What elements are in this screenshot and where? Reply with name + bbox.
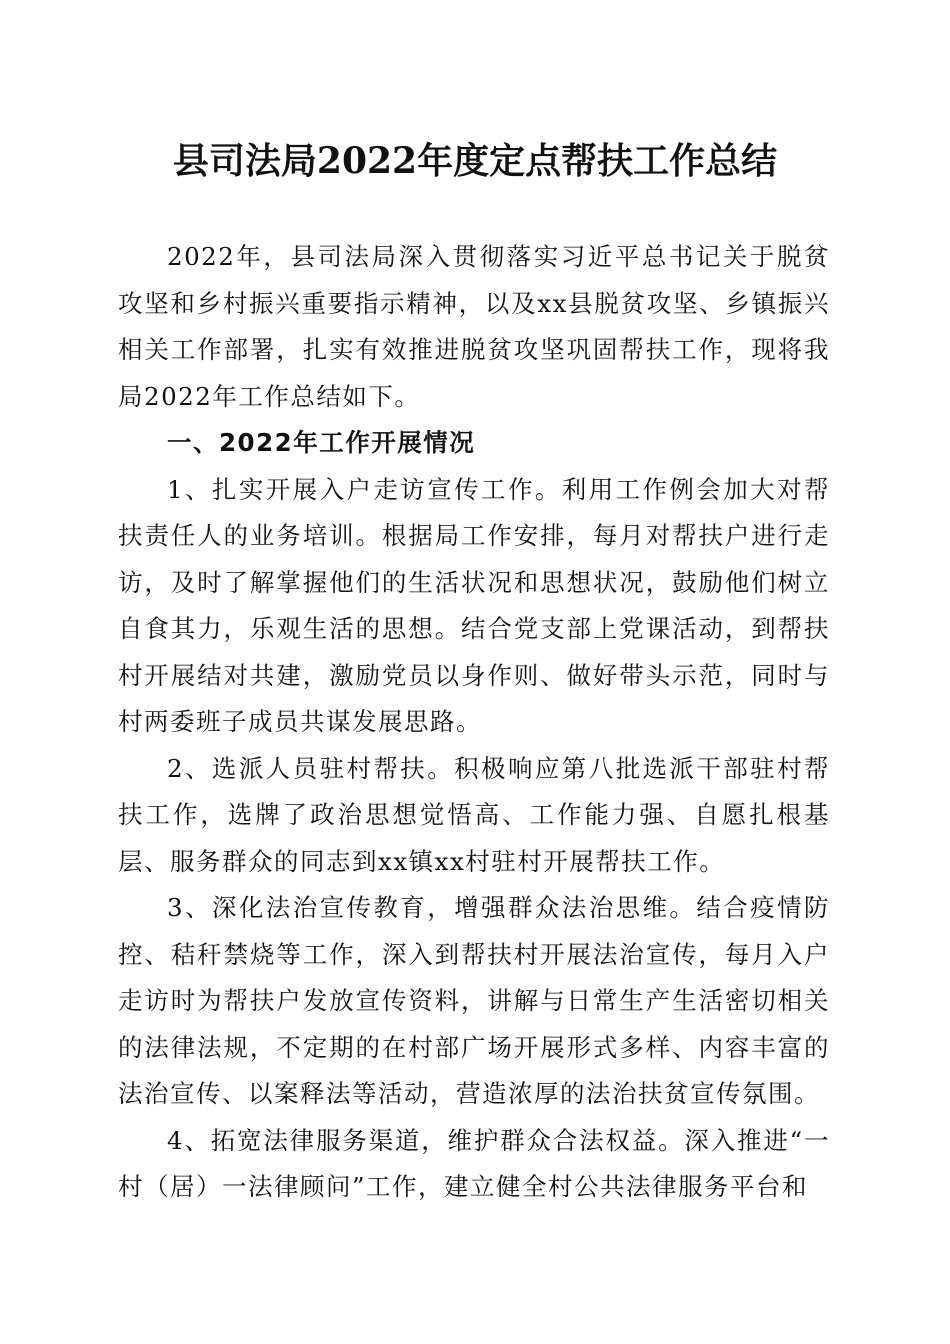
document-title: 县司法局2022年度定点帮扶工作总结 — [172, 140, 778, 182]
list-item-3: 3、深化法治宣传教育，增强群众法治思维。结合疫情防控、秸秆禁烧等工作，深入到帮扶村开展法治宣传，每月入户走访时为帮扶户发放宣传资料，讲解与日常生产生活密切相关的法律法规，不定期的在村部广场开展形式多样、内容丰富的法治宣传、以案释法等活动，营造浓厚的法治扶贫宣传氛围。 — [118, 893, 830, 1108]
list-item-4: 4、拓宽法律服务渠道，维护群众合法权益。深入推进“一村（居）一法律顾问”工作，建立健全村公共法律服务平台和 — [118, 1125, 830, 1201]
intro-paragraph: 2022年，县司法局深入贯彻落实习近平总书记关于脱贫攻坚和乡村振兴重要指示精神，以及xx县脱贫攻坚、乡镇振兴相关工作部署，扎实有效推进脱贫攻坚巩固帮扶工作，现将我局2022年工作总结如下。 — [118, 242, 830, 411]
section-heading: 一、2022年工作开展情况 — [167, 428, 476, 457]
list-item-1: 1、扎实开展入户走访宣传工作。利用工作例会加大对帮扶责任人的业务培训。根据局工作安排，每月对帮扶户进行走访，及时了解掌握他们的生活状况和思想状况，鼓励他们树立自食其力，乐观生活的思想。结合党支部上党课活动，到帮扶村开展结对共建，激励党员以身作则、做好带头示范，同时与村两委班子成员共谋发展思路。 — [118, 474, 830, 736]
document-body — [118, 234, 830, 1211]
list-item-2: 2、选派人员驻村帮扶。积极响应第八批选派干部驻村帮扶工作，选牌了政治思想觉悟高、工作能力强、自愿扎根基层、服务群众的同志到xx镇xx村驻村开展帮扶工作。 — [118, 753, 830, 876]
